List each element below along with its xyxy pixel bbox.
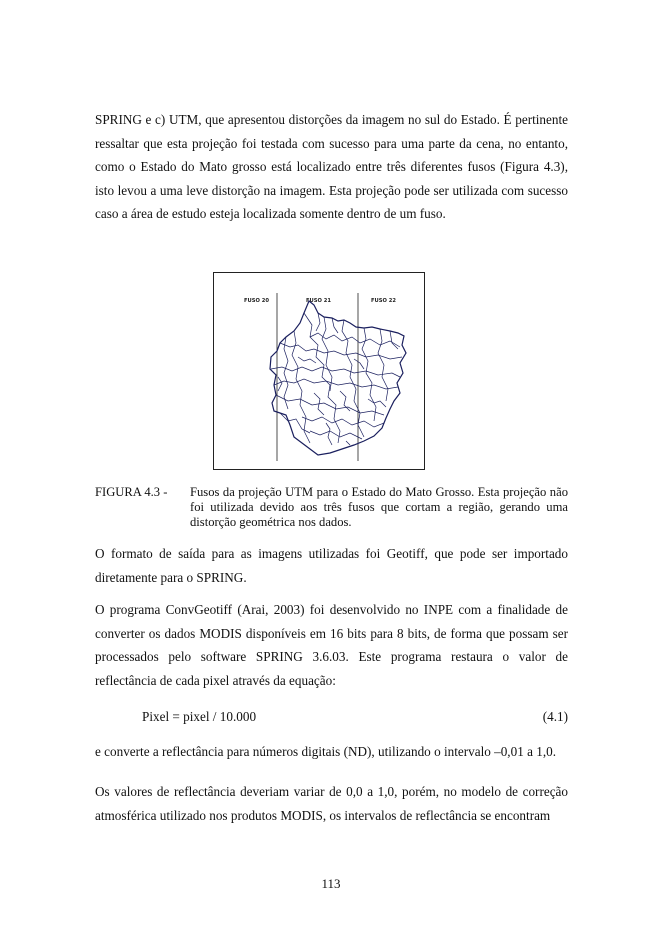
paragraph-reflectance-values: Os valores de reflectância deveriam variar de 0,0 a 1,0, porém, no modelo de correção atmosférica utilizado nos produtos MODIS, os intervalos de reflectância se encontram [95,784,568,823]
zone-label-22: FUSO 22 [371,298,396,304]
equation-number: (4.1) [542,709,568,724]
paragraph-utm-projection: SPRING e c) UTM, que apresentou distorções da imagem no sul do Estado. É pertinente ressaltar que esta projeção foi testada com sucesso para uma parte da cena, no entanto, como o Estado do Mato grosso está localizado entre três diferentes fusos (Figura 4.3), isto levou a uma leve distorção na imagem. Esta projeção pode ser utilizada com sucesso caso a área de estudo esteja localizada somente dentro de um fuso. [95,112,568,222]
figure-utm-zones [213,272,425,470]
state-outline [270,301,406,455]
page-number: 113 [321,876,341,891]
equation-expression: Pixel = pixel / 10.000 [142,709,257,724]
caption-label: FIGURA 4.3 - [95,485,168,499]
caption-text: Fusos da projeção UTM para o Estado do Mato Grosso. Esta projeção não foi utilizada devido aos três fusos que cortam a região, gerando uma distorção geométrica nos dados. [190,485,568,530]
zone-label-20: FUSO 20 [244,298,269,304]
zone-label-21: FUSO 21 [306,298,331,304]
paragraph-output-format: O formato de saída para as imagens utilizadas foi Geotiff, que pode ser importado diretamente para o SPRING. [95,546,568,585]
paragraph-convgeotiff: O programa ConvGeotiff (Arai, 2003) foi desenvolvido no INPE com a finalidade de converter os dados MODIS disponíveis em 16 bits para 8 bits, de forma que possam ser processados pelo software SPRING 3.6.03. Este programa restaura o valor de reflectância de cada pixel através da equação: [95,602,568,688]
paragraph-digital-numbers: e converte a reflectância para números digitais (ND), utilizando o intervalo –0,01 a 1,0. [95,744,557,759]
mato-grosso-map [214,273,426,471]
